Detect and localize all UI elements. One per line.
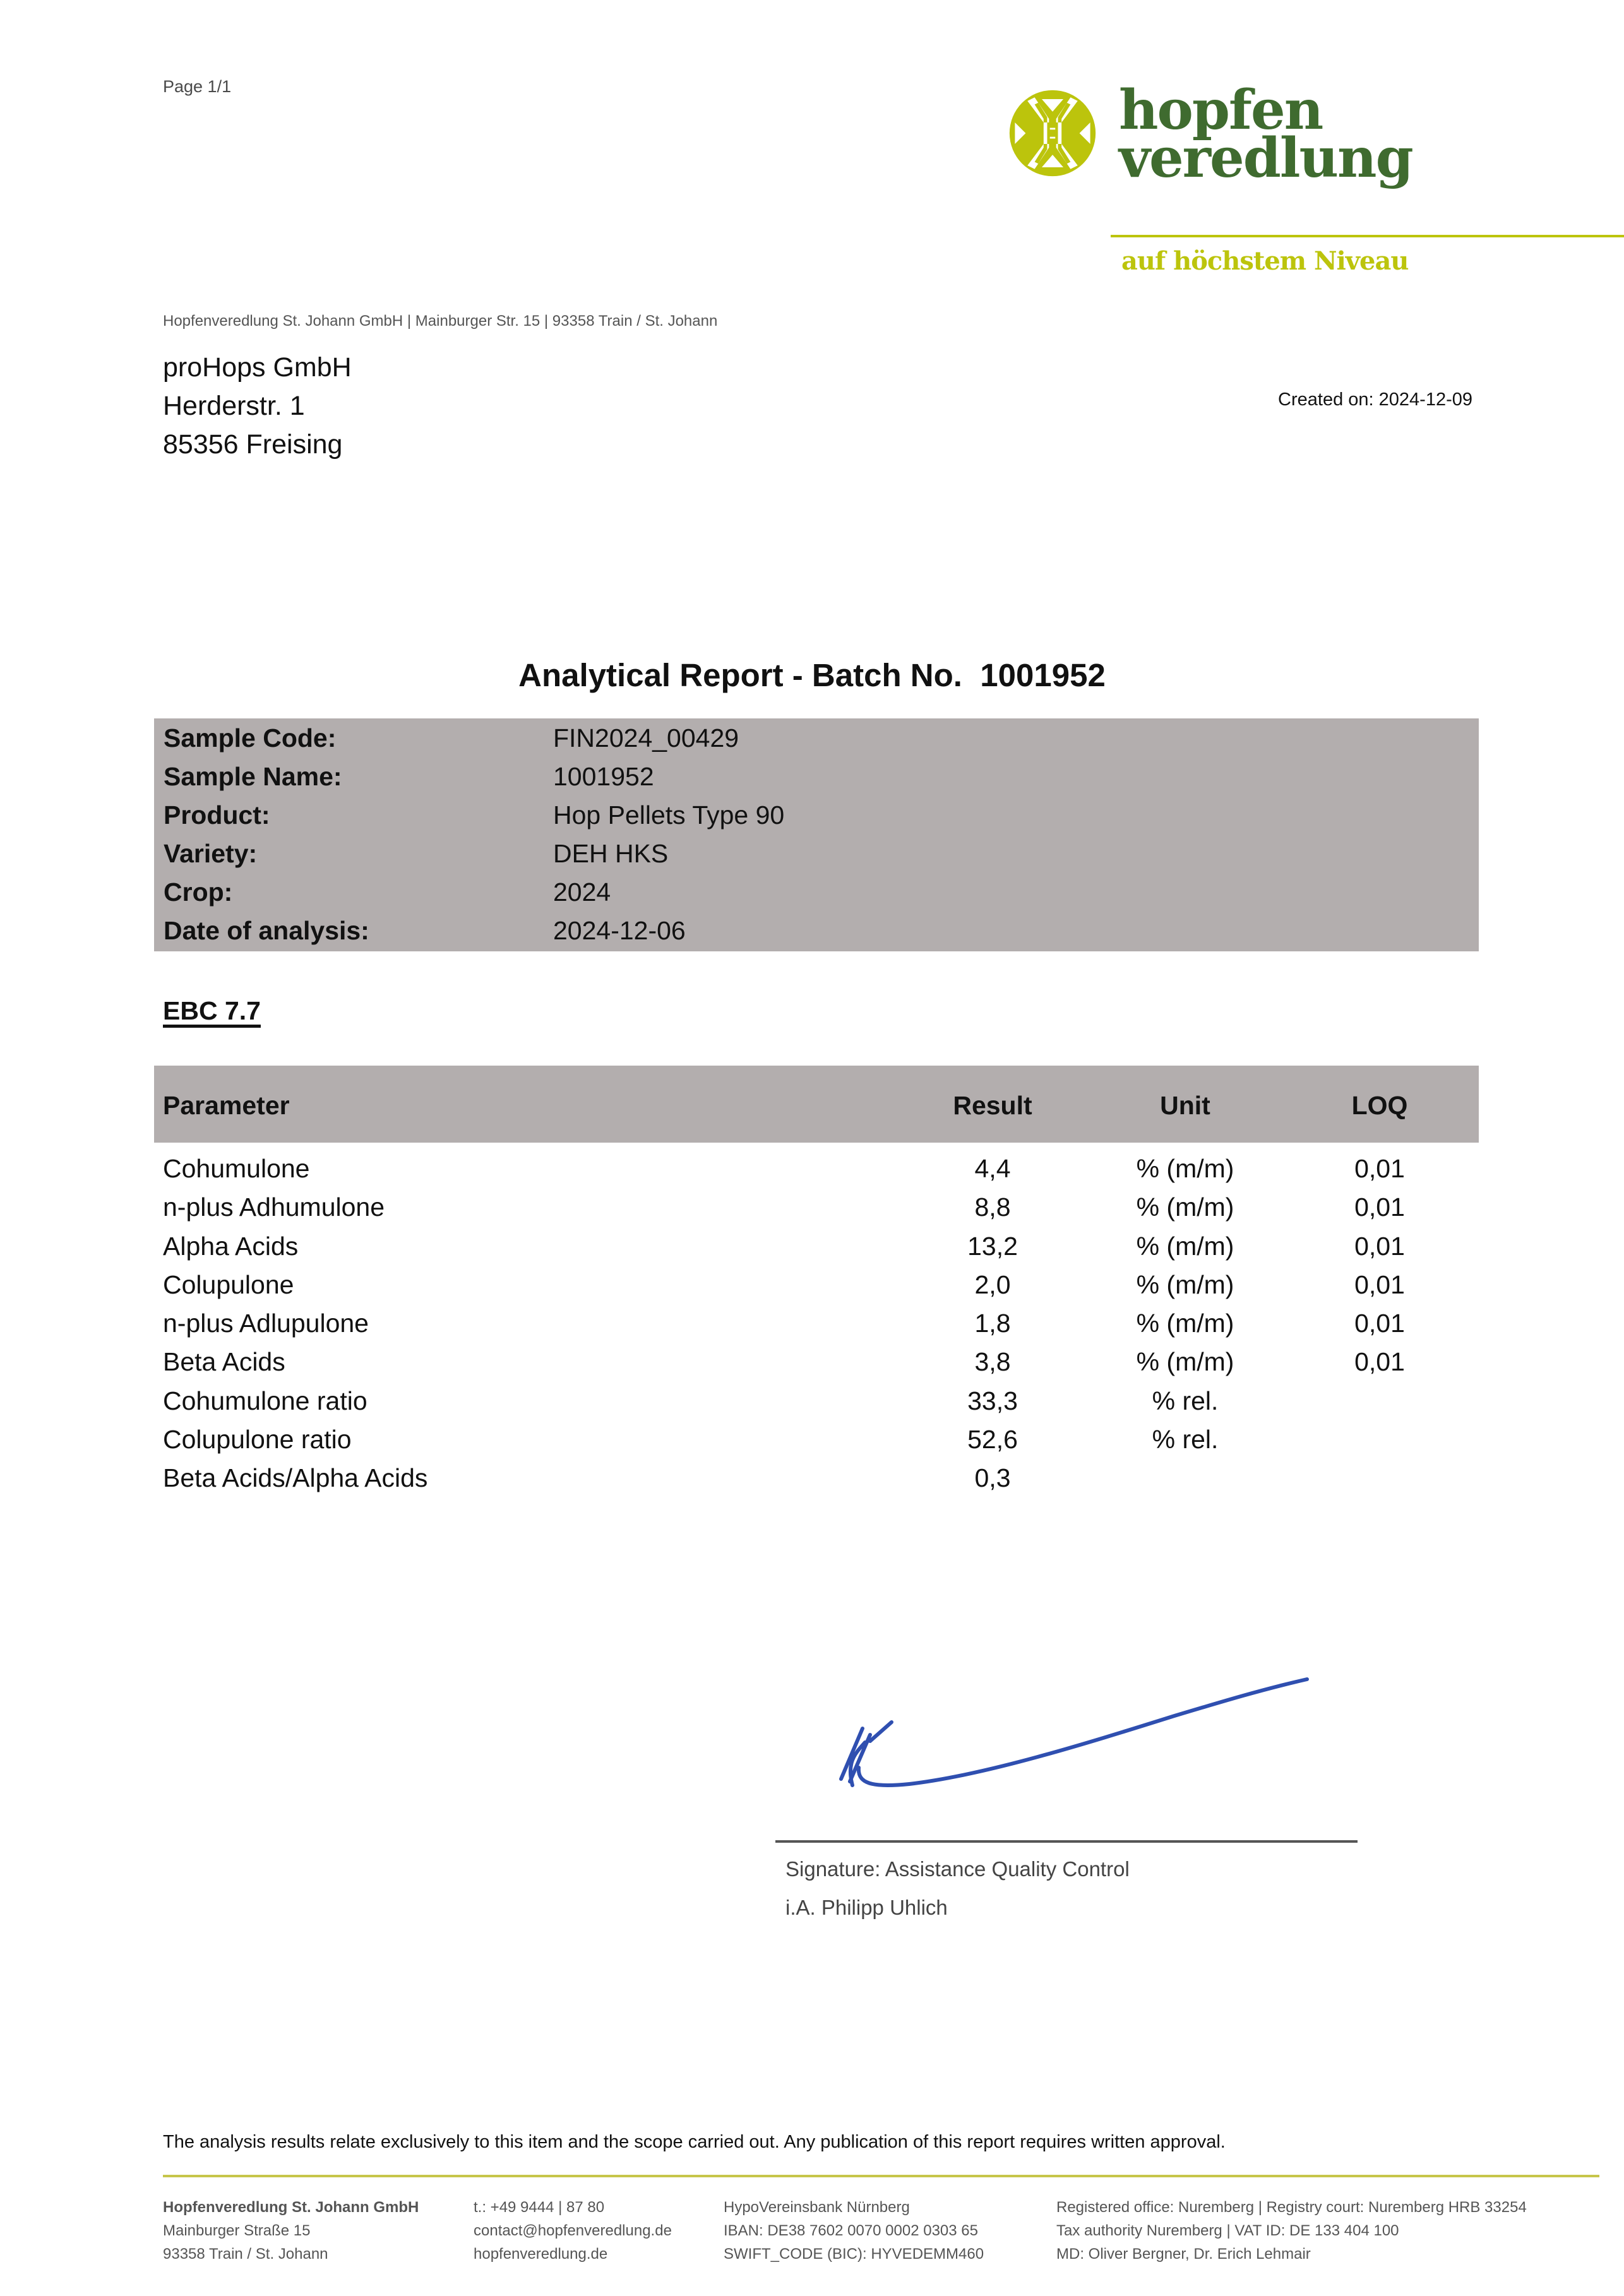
sample-info-panel [154, 718, 1479, 951]
info-row-sample-name [154, 757, 1479, 795]
cell-loq: 0,01 [1354, 1309, 1405, 1338]
cell-parameter: Alpha Acids [163, 1231, 299, 1261]
table-row [154, 1150, 1479, 1189]
info-value: 2024 [553, 877, 611, 907]
cell-result: 13,2 [967, 1231, 1018, 1261]
cell-result: 3,8 [974, 1347, 1011, 1377]
info-value: 2024-12-06 [553, 916, 686, 945]
footer-company [163, 2196, 419, 2266]
table-row [154, 1383, 1479, 1421]
info-value: Hop Pellets Type 90 [553, 800, 785, 830]
cell-unit: % (m/m) [1136, 1270, 1234, 1299]
logo-wordmark-veredlung: veredlung [1119, 126, 1412, 190]
info-row-variety [154, 834, 1479, 872]
footer-company-city: 93358 Train / St. Johann [163, 2245, 328, 2263]
cell-result: 2,0 [974, 1270, 1011, 1299]
table-row [154, 1228, 1479, 1266]
table-row [154, 1421, 1479, 1460]
footer-swift: SWIFT_CODE (BIC): HYVEDEMM460 [724, 2245, 984, 2263]
sender-address-line: Hopfenveredlung St. Johann GmbH | Mainburger Str. 15 | 93358 Train / St. Johann [163, 312, 718, 330]
cell-parameter: Beta Acids/Alpha Acids [163, 1463, 428, 1493]
batch-number: 1001952 [980, 657, 1106, 693]
info-label: Product: [164, 800, 270, 830]
footer-contact [474, 2196, 672, 2266]
results-table-body [154, 1150, 1479, 1499]
created-on-date: Created on: 2024-12-09 [1278, 390, 1472, 410]
header-loq: LOQ [1351, 1091, 1408, 1120]
info-row-sample-code [154, 718, 1479, 757]
footer-vat: Tax authority Nuremberg | VAT ID: DE 133 404 100 [1056, 2222, 1399, 2239]
footer-legal [1056, 2196, 1527, 2266]
table-row [154, 1189, 1479, 1227]
page-indicator: Page 1/1 [163, 77, 232, 96]
cell-parameter: Cohumulone ratio [163, 1386, 367, 1415]
logo-wordmark-hopfen: hopfen [1119, 78, 1323, 142]
info-label: Date of analysis: [164, 916, 369, 945]
table-row [154, 1460, 1479, 1498]
results-table-header [154, 1066, 1479, 1143]
footer-managing-directors: MD: Oliver Bergner, Dr. Erich Lehmair [1056, 2245, 1311, 2263]
cell-parameter: Colupulone [163, 1270, 294, 1299]
footer-email-link[interactable]: contact@hopfenveredlung.de [474, 2222, 672, 2239]
cell-loq: 0,01 [1354, 1154, 1405, 1183]
cell-unit: % (m/m) [1136, 1309, 1234, 1338]
cell-result: 0,3 [974, 1463, 1011, 1493]
footer-company-street: Mainburger Straße 15 [163, 2222, 311, 2239]
footer-phone: t.: +49 9444 | 87 80 [474, 2199, 605, 2216]
recipient-city: 85356 Freising [163, 429, 343, 460]
cell-unit: % (m/m) [1136, 1347, 1234, 1377]
footer-rule [163, 2175, 1599, 2177]
header-result: Result [953, 1091, 1032, 1120]
footer-bank-name: HypoVereinsbank Nürnberg [724, 2199, 910, 2216]
info-label: Variety: [164, 839, 258, 868]
hop-emblem-logo-icon [1008, 88, 1097, 178]
cell-unit: % (m/m) [1136, 1231, 1234, 1261]
cell-unit: % (m/m) [1136, 1154, 1234, 1183]
cell-result: 33,3 [967, 1386, 1018, 1415]
signature-role: Signature: Assistance Quality Control [785, 1857, 1130, 1881]
info-row-product [154, 795, 1479, 834]
info-value: 1001952 [553, 762, 654, 791]
cell-parameter: n-plus Adlupulone [163, 1309, 369, 1338]
report-title-prefix: Analytical Report - Batch No. [518, 657, 981, 693]
signatory-name: i.A. Philipp Uhlich [785, 1896, 948, 1919]
footer-iban: IBAN: DE38 7602 0070 0002 0303 65 [724, 2222, 978, 2239]
cell-result: 52,6 [967, 1425, 1018, 1454]
cell-unit: % rel. [1152, 1386, 1219, 1415]
cell-parameter: n-plus Adhumulone [163, 1193, 385, 1222]
info-label: Sample Name: [164, 762, 342, 791]
recipient-company: proHops GmbH [163, 352, 352, 383]
report-title [0, 657, 1624, 694]
disclaimer-text: The analysis results relate exclusively to this item and the scope carried out. Any publication of this report requires written approval. [163, 2132, 1226, 2152]
table-row [154, 1266, 1479, 1305]
footer-registry: Registered office: Nuremberg | Registry court: Nuremberg HRB 33254 [1056, 2199, 1527, 2216]
method-heading: EBC 7.7 [163, 996, 261, 1025]
footer-bank [724, 2196, 984, 2266]
info-row-date-of-analysis [154, 911, 1479, 949]
cell-loq: 0,01 [1354, 1347, 1405, 1377]
cell-result: 4,4 [974, 1154, 1011, 1183]
cell-loq: 0,01 [1354, 1270, 1405, 1299]
info-label: Crop: [164, 877, 233, 907]
cell-unit: % (m/m) [1136, 1193, 1234, 1222]
info-row-crop [154, 872, 1479, 911]
table-row [154, 1305, 1479, 1343]
cell-result: 8,8 [974, 1193, 1011, 1222]
header-unit: Unit [1160, 1091, 1210, 1120]
table-row [154, 1343, 1479, 1382]
footer-website-link[interactable]: hopfenveredlung.de [474, 2245, 608, 2263]
recipient-street: Herderstr. 1 [163, 391, 305, 421]
header-rule [1111, 235, 1624, 237]
info-value: DEH HKS [553, 839, 669, 868]
cell-parameter: Colupulone ratio [163, 1425, 352, 1454]
header-parameter: Parameter [163, 1091, 290, 1120]
cell-parameter: Cohumulone [163, 1154, 310, 1183]
signature-line [775, 1840, 1358, 1843]
cell-loq: 0,01 [1354, 1231, 1405, 1261]
brand-tagline: auf höchstem Niveau [1121, 246, 1409, 276]
cell-parameter: Beta Acids [163, 1347, 285, 1377]
footer-company-name: Hopfenveredlung St. Johann GmbH [163, 2199, 419, 2216]
handwritten-signature [821, 1673, 1339, 1799]
cell-loq: 0,01 [1354, 1193, 1405, 1222]
cell-unit: % rel. [1152, 1425, 1219, 1454]
info-label: Sample Code: [164, 723, 337, 752]
info-value: FIN2024_00429 [553, 723, 739, 752]
cell-result: 1,8 [974, 1309, 1011, 1338]
